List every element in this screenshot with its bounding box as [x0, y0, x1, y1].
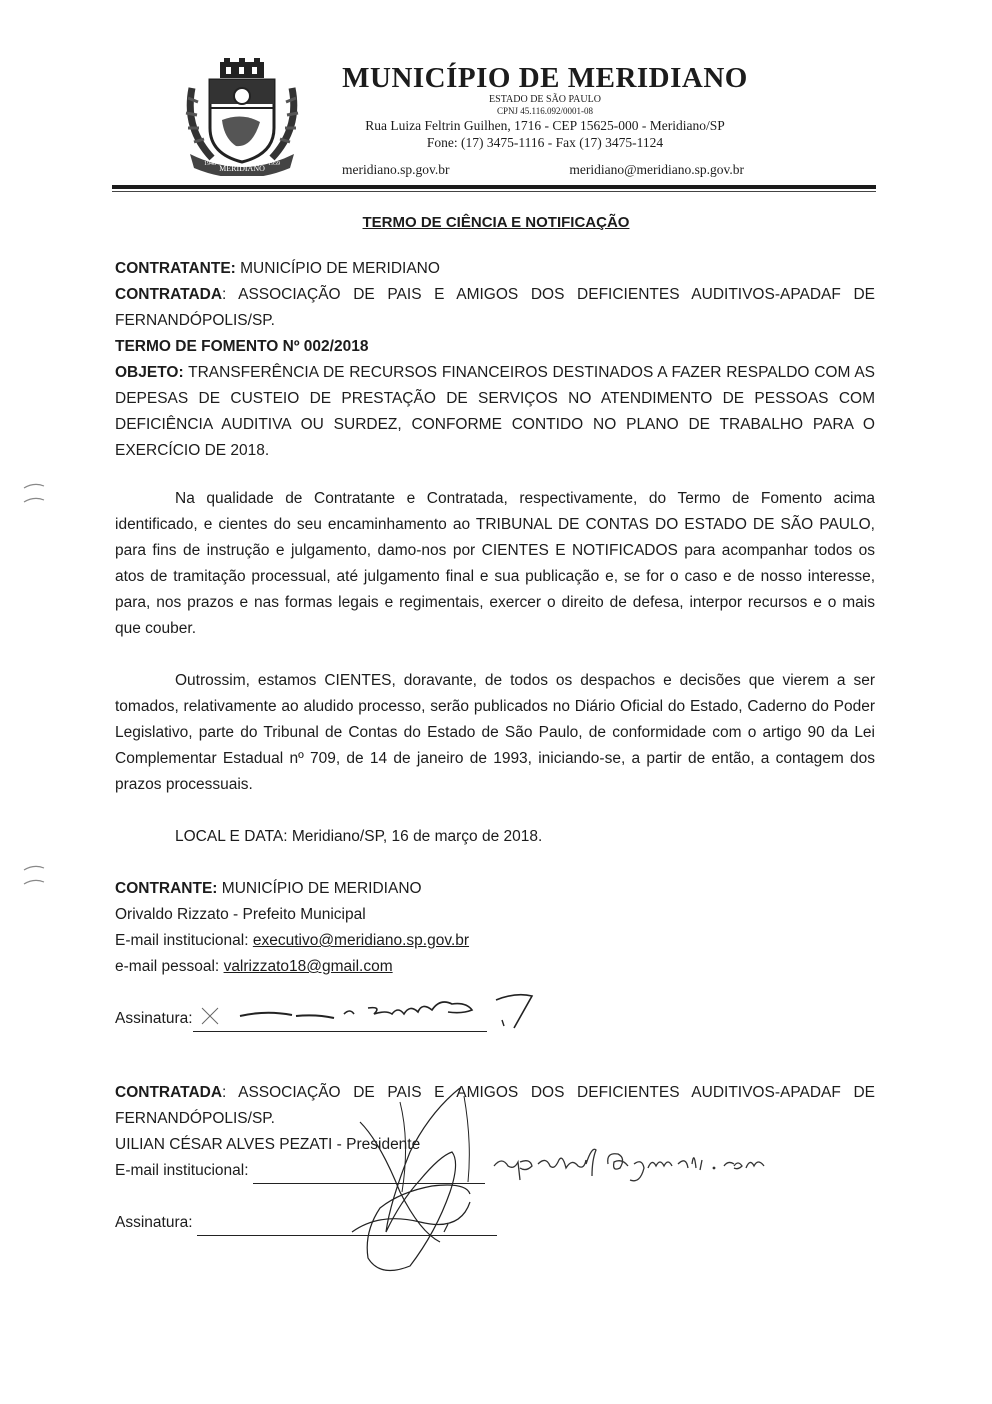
contratada-sign-label: CONTRATADA [115, 1084, 223, 1101]
mayor-name: Orivaldo Rizzato - Prefeito Municipal [115, 906, 366, 923]
email-personal-link[interactable]: valrizzato18@gmail.com [223, 958, 393, 975]
header-rule-thick [112, 185, 876, 189]
address-line: Rua Luiza Feltrin Guilhen, 1716 - CEP 15625-000 - Meridiano/SP [365, 118, 725, 133]
paragraph-1: Na qualidade de Contratante e Contratada, respectivamente, do Termo de Fomento acima identificado, e cientes do seu encaminhamento ao TRIBUNAL DE CONTAS DO ESTADO DE SÃO PAULO, para fins de instrução e julgamento, damo-nos por CIENTES E NOTIFICADOS para acompanhar todos os atos de tramitação processual, até julgamento final e sua publicação e, se for o caso e de nosso interesse, para, nos prazos e nas formas legais e regimentais, exercer o direito de defesa, interpor recursos e o mais que couber. [115, 490, 875, 637]
contratante-sign-line [115, 876, 875, 902]
contratante-value: MUNICÍPIO DE MERIDIANO [240, 260, 440, 277]
contratada-sign-value: : ASSOCIAÇÃO DE PAIS E AMIGOS DOS DEFICIENTES AUDITIVOS-APADAF DE FERNANDÓPOLIS/SP. [115, 1084, 875, 1127]
municipal-crest-icon [182, 58, 302, 176]
objeto-value: TRANSFERÊNCIA DE RECURSOS FINANCEIROS DESTINADOS A FAZER RESPALDO COM AS DEPESAS DE CUSTEIO DE PRESTAÇÃO DE SERVIÇOS NO ATENDIMENTO DE PESSOAS COM DEFICIÊNCIA AUDITIVA OU SURDEZ, CONFORME CONTIDO NO PLANO DE TRABALHO PARA O EXERCÍCIO DE 2018. [115, 364, 875, 459]
scan-margin-mark-icon [20, 862, 48, 892]
municipality-title: MUNICÍPIO DE MERIDIANO [342, 62, 748, 94]
email-personal-line [115, 954, 875, 980]
document-title: TERMO DE CIÊNCIA E NOTIFICAÇÃO [362, 214, 630, 231]
contratante-line [115, 256, 875, 282]
signature-1-label: Assinatura: [115, 1010, 193, 1027]
president-name: UILIAN CÉSAR ALVES PEZATI - Presidente [115, 1136, 421, 1153]
svg-text:1959: 1959 [268, 161, 280, 167]
handwritten-email-icon [488, 1140, 788, 1190]
contratada-label: CONTRATADA [115, 286, 223, 303]
svg-text:MERIDIANO: MERIDIANO [219, 164, 265, 173]
contratante-sign-value: MUNICÍPIO DE MERIDIANO [221, 880, 422, 897]
letterhead [0, 0, 992, 195]
contratante-sign-label: CONTRANTE: [115, 880, 218, 897]
termo-fomento-label: TERMO DE FOMENTO Nº 002/2018 [115, 338, 369, 355]
signature-2-label: Assinatura: [115, 1214, 193, 1231]
contratada-value: : ASSOCIAÇÃO DE PAIS E AMIGOS DOS DEFICIENTES AUDITIVOS-APADAF DE FERNANDÓPOLIS/SP. [115, 286, 875, 329]
state-name: ESTADO DE SÃO PAULO [489, 94, 601, 105]
phone-line: Fone: (17) 3475-1116 - Fax (17) 3475-1124 [426, 135, 664, 150]
svg-text:1948: 1948 [204, 161, 216, 167]
email-institutional-label: E-mail institucional: [115, 932, 249, 949]
handwritten-signature-2-icon [340, 1082, 510, 1282]
objeto-label: OBJETO: [115, 364, 184, 381]
website-link[interactable]: meridiano.sp.gov.br [342, 162, 450, 177]
header-rule-thin [112, 191, 876, 192]
email-institutional-line [115, 928, 875, 954]
local-data: LOCAL E DATA: Meridiano/SP, 16 de março de 2018. [175, 828, 543, 845]
scan-margin-mark-icon [20, 480, 48, 510]
cnpj-number: CPNJ 45.116.092/0001-08 [497, 106, 593, 116]
objeto-line [115, 360, 875, 464]
contact-links [342, 162, 744, 178]
email-personal-label: e-mail pessoal: [115, 958, 220, 975]
email-institutional-link[interactable]: executivo@meridiano.sp.gov.br [252, 932, 470, 949]
termo-fomento [115, 334, 875, 360]
email-institutional-2-label: E-mail institucional: [115, 1162, 249, 1179]
email-link[interactable]: meridiano@meridiano.sp.gov.br [569, 162, 744, 177]
contratante-label: CONTRATANTE: [115, 260, 236, 277]
contratada-line [115, 282, 875, 334]
handwritten-signature-1-icon [196, 988, 546, 1034]
letterhead-text [330, 62, 760, 151]
parties-block [115, 256, 875, 464]
signatory-1-block [115, 876, 875, 980]
paragraph-2: Outrossim, estamos CIENTES, doravante, de todos os despachos e decisões que vierem a ser tomados, relativamente ao aludido processo, serão publicados no Diário Oficial do Estado, Caderno do Poder Legislativo, parte do Tribunal de Contas do Estado de São Paulo, de conformidade com o artigo 90 da Lei Complementar Estadual nº 709, de 14 de janeiro de 1993, iniciando-se, a partir de então, a contagem dos prazos processuais. [115, 672, 875, 793]
